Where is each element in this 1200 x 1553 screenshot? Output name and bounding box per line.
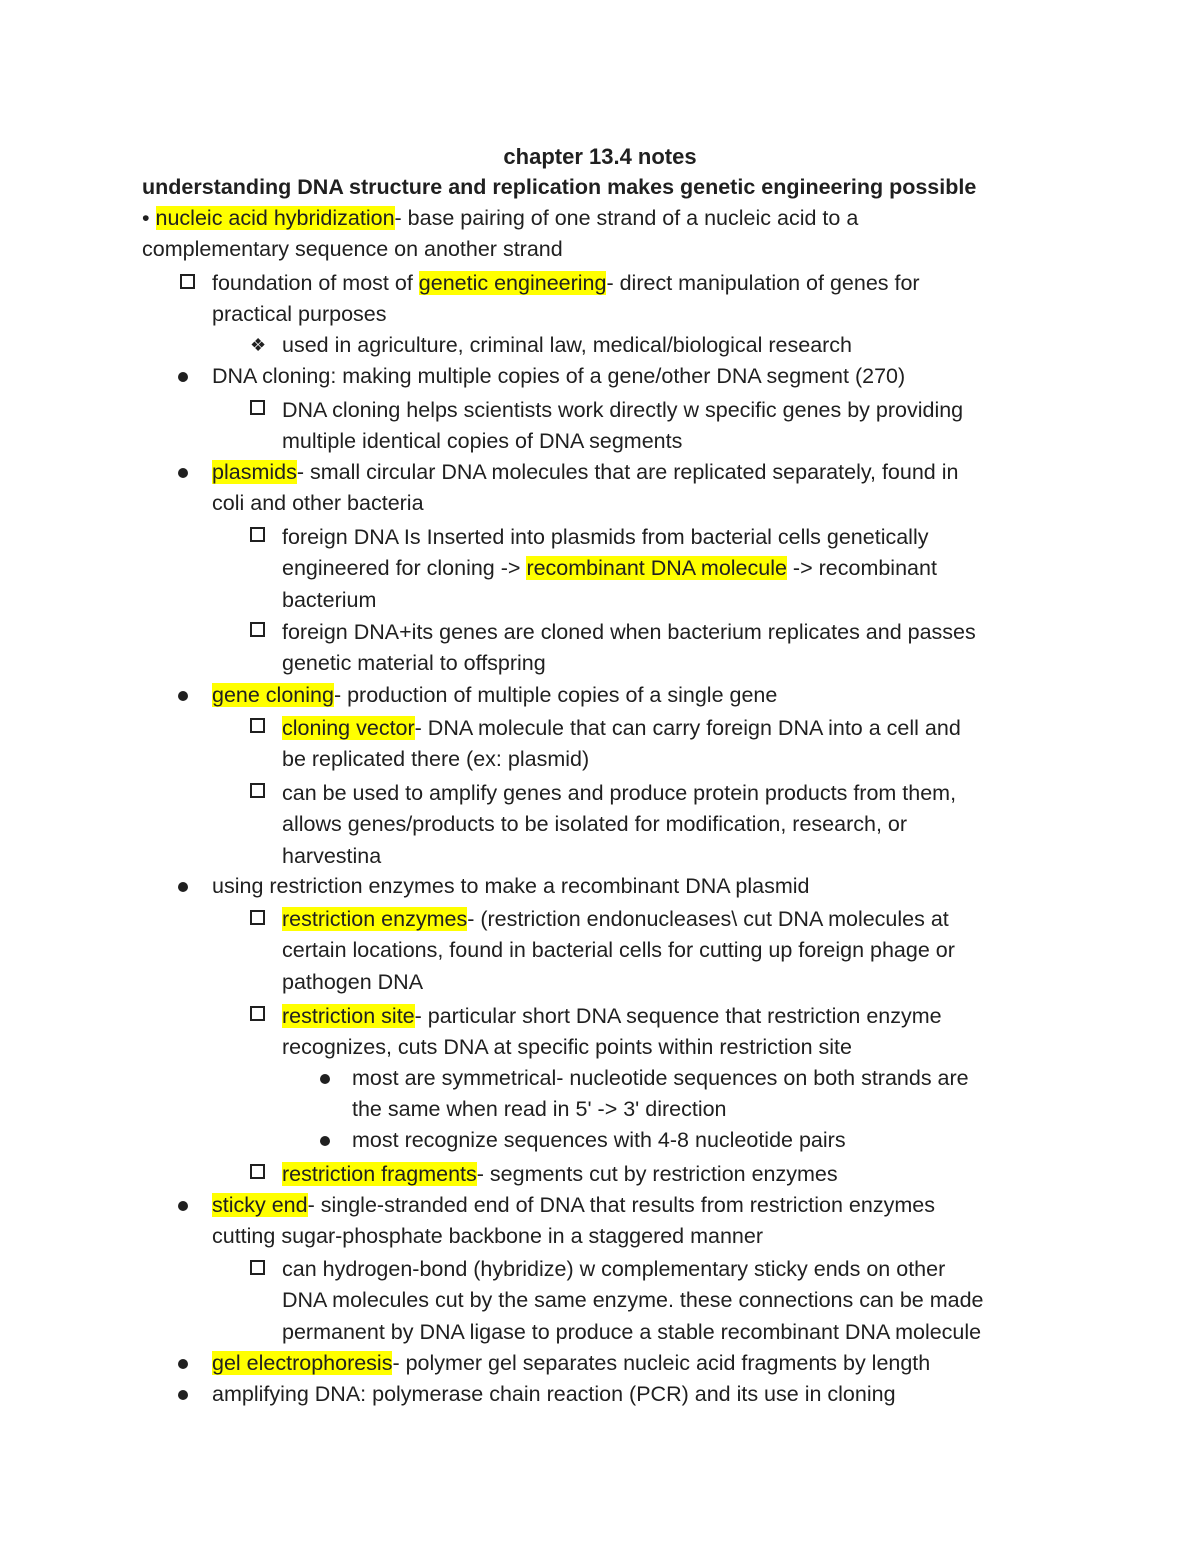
checkbox-icon <box>250 718 265 733</box>
list-item-symmetrical <box>352 1063 969 1126</box>
item-text: - particular short DNA sequence that restriction enzyme <box>414 1004 942 1028</box>
item-text: DNA cloning helps scientists work directly w specific genes by providing <box>282 398 964 422</box>
list-item-gel-electrophoresis <box>212 1348 930 1379</box>
highlighted-term: cloning vector <box>282 716 415 740</box>
list-item-restriction-site <box>282 1001 942 1064</box>
list-item-nucleic-acid-hybridization <box>142 203 858 266</box>
section-heading: understanding DNA structure and replication makes genetic engineering possible <box>142 175 977 199</box>
highlighted-term: restriction enzymes <box>282 907 468 931</box>
list-item-cloning-helps <box>282 395 963 458</box>
list-item-amplify-genes <box>282 778 956 872</box>
item-text: cutting sugar-phosphate backbone in a staggered manner <box>212 1224 764 1249</box>
page-title: chapter 13.4 notes <box>503 144 697 169</box>
item-text: foreign DNA Is Inserted into plasmids from bacterial cells genetically <box>282 525 929 549</box>
highlighted-term: recombinant DNA molecule <box>526 556 787 581</box>
item-text: harvestina <box>282 843 382 868</box>
item-text: using restriction enzymes to make a recombinant DNA plasmid <box>212 874 810 898</box>
highlighted-term: restriction fragments <box>282 1162 477 1186</box>
bullet-icon <box>178 691 188 701</box>
item-text: genetic material to offspring <box>282 651 546 676</box>
checkbox-icon <box>250 910 265 925</box>
item-text: bacterium <box>282 587 377 612</box>
bullet-icon <box>178 1201 188 1211</box>
highlighted-term: plasmids <box>212 460 297 484</box>
small-bullet-icon: • <box>142 206 150 230</box>
list-item-dna-cloning <box>212 361 905 392</box>
item-text: - base pairing of one strand of a nucleic acid to a <box>394 206 859 230</box>
list-item-hydrogen-bond <box>282 1254 984 1348</box>
list-item-uses <box>282 330 852 361</box>
item-text: coli and other bacteria <box>212 491 424 516</box>
item-text: DNA cloning: making multiple copies of a gene/other DNA segment (270) <box>212 364 906 388</box>
list-item-restriction-fragments <box>282 1159 838 1190</box>
list-item-sticky-end <box>212 1190 935 1253</box>
highlighted-term: genetic engineering <box>418 271 607 295</box>
item-text: foundation of most of <box>212 271 419 295</box>
item-text: foreign DNA+its genes are cloned when bacterium replicates and passes <box>282 620 976 644</box>
item-text: allows genes/products to be isolated for modification, research, or <box>282 812 908 837</box>
item-text: - segments cut by restriction enzymes <box>476 1162 838 1186</box>
item-text: engineered for cloning -> <box>282 556 527 581</box>
list-item-using-restriction-enzymes <box>212 871 809 902</box>
item-text: practical purposes <box>212 302 387 327</box>
highlighted-term: restriction site <box>282 1004 415 1028</box>
list-item-plasmids <box>212 457 958 520</box>
checkbox-icon <box>250 1006 265 1021</box>
list-item-foreign-dna-cloned <box>282 617 976 680</box>
item-text: - (restriction endonucleases\ cut DNA molecules at <box>467 907 949 931</box>
bullet-icon <box>178 1390 188 1400</box>
highlighted-term: gene cloning <box>212 683 334 707</box>
item-text: can hydrogen-bond (hybridize) w complementary sticky ends on other <box>282 1257 946 1281</box>
item-text: most are symmetrical- nucleotide sequences on both strands are <box>352 1066 969 1090</box>
item-text: - polymer gel separates nucleic acid fragments by length <box>392 1351 931 1375</box>
bullet-icon <box>320 1074 330 1084</box>
item-text: the same when read in 5' -> 3' direction <box>352 1097 727 1122</box>
item-text: pathogen DNA <box>282 969 424 994</box>
highlighted-term: nucleic acid hybridization <box>155 206 395 230</box>
checkbox-icon <box>250 400 265 415</box>
item-text: complementary sequence on another strand <box>142 237 563 262</box>
item-text: - DNA molecule that can carry foreign DNA into a cell and <box>414 716 961 740</box>
item-text: - single-stranded end of DNA that results from restriction enzymes <box>307 1193 935 1217</box>
list-item-amplifying-dna <box>212 1379 896 1410</box>
list-item-foreign-dna-inserted <box>282 522 937 616</box>
list-item-nucleotide-pairs <box>352 1125 846 1156</box>
checkbox-icon <box>250 527 265 542</box>
item-text: can be used to amplify genes and produce protein products from them, <box>282 781 957 805</box>
item-text: permanent by DNA ligase to produce a stable recombinant DNA molecule <box>282 1319 982 1344</box>
item-text: DNA molecules cut by the same enzyme. these connections can be made <box>282 1288 984 1313</box>
bullet-icon <box>178 372 188 382</box>
item-text: - production of multiple copies of a single gene <box>333 683 778 707</box>
bullet-icon <box>178 468 188 478</box>
item-text: multiple identical copies of DNA segments <box>282 429 683 454</box>
list-item-cloning-vector <box>282 713 961 776</box>
highlighted-term: sticky end <box>212 1193 308 1217</box>
highlighted-term: gel electrophoresis <box>212 1351 393 1375</box>
item-text: recognizes, cuts DNA at specific points within restriction site <box>282 1035 852 1060</box>
item-text: be replicated there (ex: plasmid) <box>282 747 590 772</box>
bullet-icon <box>178 882 188 892</box>
checkbox-icon <box>250 783 265 798</box>
list-item-restriction-enzymes <box>282 904 955 998</box>
item-text: -> recombinant <box>786 556 937 581</box>
bullet-icon <box>178 1359 188 1369</box>
checkbox-icon <box>180 274 195 289</box>
item-text: amplifying DNA: polymerase chain reaction (PCR) and its use in cloning <box>212 1382 896 1406</box>
item-text: - small circular DNA molecules that are replicated separately, found in <box>296 460 959 484</box>
list-item-gene-cloning <box>212 680 777 711</box>
diamond-bullet-icon: ❖ <box>250 335 267 355</box>
checkbox-icon <box>250 622 265 637</box>
item-text: most recognize sequences with 4-8 nucleotide pairs <box>352 1128 846 1152</box>
item-text: - direct manipulation of genes for <box>606 271 920 295</box>
item-text: certain locations, found in bacterial cells for cutting up foreign phage or <box>282 938 955 963</box>
bullet-icon <box>320 1136 330 1146</box>
checkbox-icon <box>250 1260 265 1275</box>
checkbox-icon <box>250 1164 265 1179</box>
list-item-genetic-engineering <box>212 268 920 331</box>
item-text: used in agriculture, criminal law, medical/biological research <box>282 333 853 357</box>
